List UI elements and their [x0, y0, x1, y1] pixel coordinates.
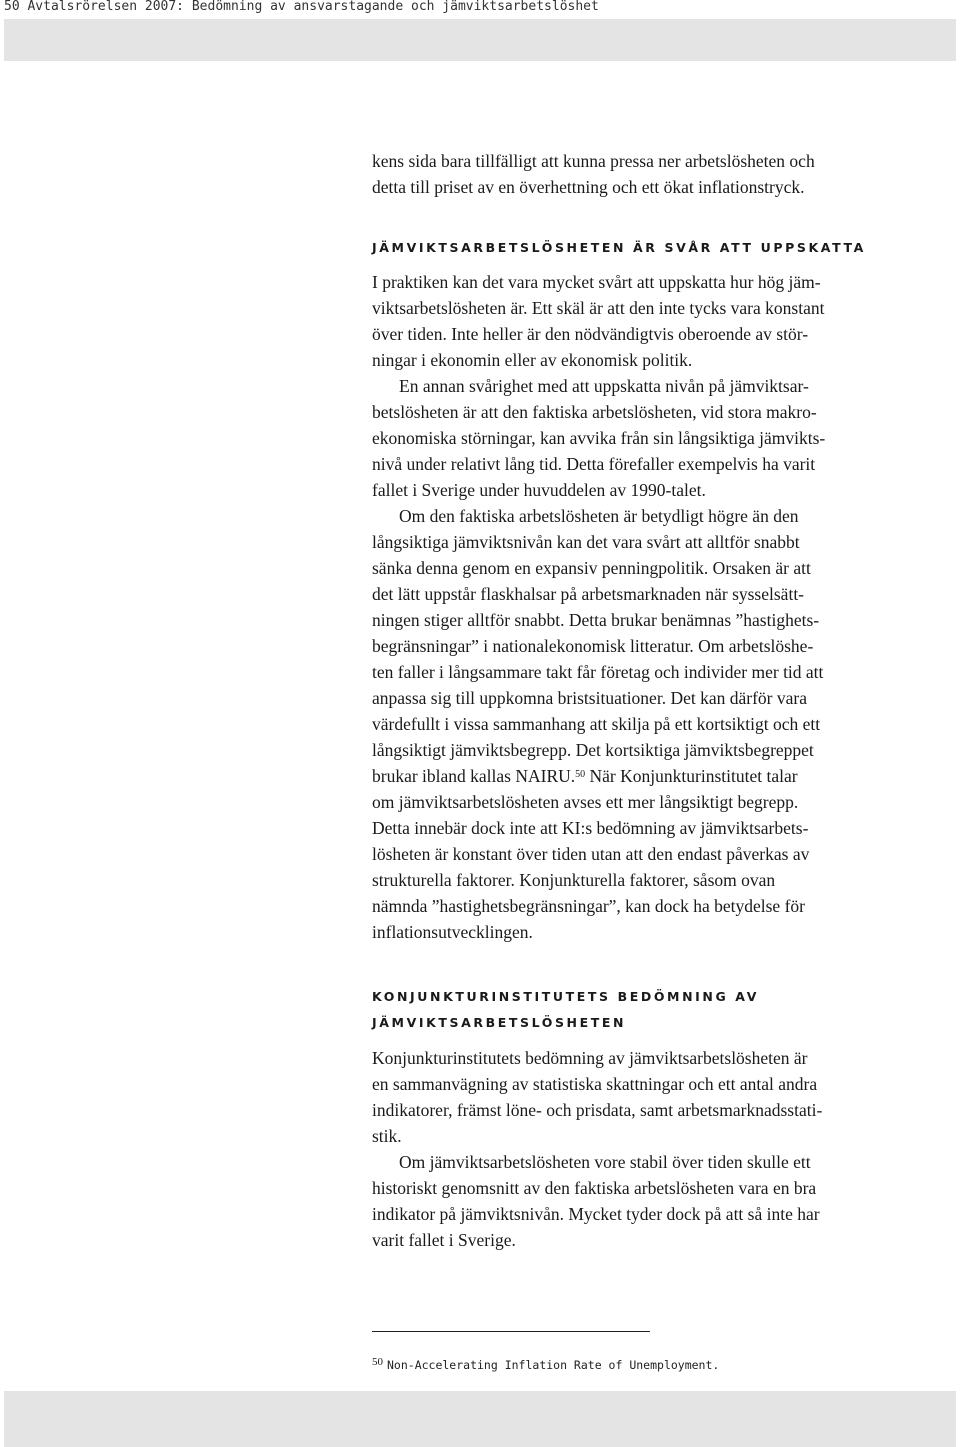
- text-line: varit fallet i Sverige.: [372, 1230, 516, 1250]
- intro-paragraph: [372, 148, 904, 200]
- text-line: I praktiken kan det vara mycket svårt att uppskatta hur hög jäm-: [372, 272, 821, 292]
- text-line: strukturella faktorer. Konjunkturella faktorer, såsom ovan: [372, 870, 776, 890]
- footnote-reference[interactable]: 50: [575, 769, 586, 780]
- text-line: ten faller i långsammare takt får företag och individer mer tid att: [372, 662, 824, 682]
- text-line: betslösheten är att den faktiska arbetslösheten, vid stora makro-: [372, 402, 817, 422]
- text-line: indikatorer, främst löne- och prisdata, samt arbetsmarknadsstati-: [372, 1100, 823, 1120]
- text-line: om jämviktsarbetslösheten avses ett mer långsiktigt begrepp.: [372, 792, 799, 812]
- text-line: värdefullt i vissa sammanhang att skilja på ett kortsiktigt och ett: [372, 714, 821, 734]
- footnote: [372, 1353, 719, 1374]
- footer-band: [4, 1391, 956, 1447]
- text-line: stik.: [372, 1126, 402, 1146]
- text-line: över tiden. Inte heller är den nödvändigtvis oberoende av stör-: [372, 324, 809, 344]
- heading-line: KONJUNKTURINSTITUTETS BEDÖMNING AV: [372, 989, 759, 1004]
- paragraph-1: [372, 269, 904, 373]
- nairu-text: brukar ibland kallas NAIRU.: [372, 766, 576, 786]
- paragraph-5: [372, 1149, 904, 1253]
- heading-line: JÄMVIKTSARBETSLÖSHETEN: [372, 1015, 627, 1030]
- paragraph-2: [372, 373, 904, 503]
- text-line: viktsarbetslösheten är. Ett skäl är att den inte tycks vara konstant: [372, 298, 825, 318]
- text-line: långsiktiga jämviktsnivån kan det vara svårt att alltför snabbt: [372, 532, 800, 552]
- text-line: nivå under relativt lång tid. Detta förefaller exempelvis ha varit: [372, 454, 816, 474]
- text-line: långsiktigt jämviktsbegrepp. Det kortsiktiga jämviktsbegreppet: [372, 740, 814, 760]
- text-line: sänka denna genom en expansiv penningpolitik. Orsaken är att: [372, 558, 811, 578]
- footnote-text: Non-Accelerating Inflation Rate of Unemployment.: [387, 1358, 720, 1372]
- text-line-nairu: [372, 763, 904, 789]
- text-line: kens sida bara tillfälligt att kunna pressa ner arbetslösheten och: [372, 151, 815, 171]
- text-line: inflationsutvecklingen.: [372, 922, 533, 942]
- text-line: ningen stiger alltför snabbt. Detta brukar benämnas ”hastighets-: [372, 610, 820, 630]
- section-heading-1: [372, 235, 904, 261]
- section-heading-2: [372, 984, 904, 1036]
- text-line: begränsningar” i nationalekonomisk litteratur. Om arbetslöshe-: [372, 636, 814, 656]
- text-line: ekonomiska störningar, kan avvika från sin långsiktiga jämvikts-: [372, 428, 826, 448]
- text-line: Detta innebär dock inte att KI:s bedömning av jämviktsarbets-: [372, 818, 809, 838]
- header-band: [4, 19, 956, 61]
- text-line: Om den faktiska arbetslösheten är betydligt högre än den: [399, 506, 799, 526]
- text-line: en sammanvägning av statistiska skattningar och ett antal andra: [372, 1074, 818, 1094]
- text-line: Konjunkturinstitutets bedömning av jämviktsarbetslösheten är: [372, 1048, 808, 1068]
- section-1-body: [372, 269, 904, 945]
- nairu-text-after: När Konjunkturinstitutet talar: [585, 766, 798, 786]
- paragraph-4: [372, 1045, 904, 1149]
- heading-line: JÄMVIKTSARBETSLÖSHETEN ÄR SVÅR ATT UPPSKATTA: [372, 240, 866, 255]
- text-line: ningar i ekonomin eller av ekonomisk politik.: [372, 350, 693, 370]
- section-2-body: [372, 1045, 904, 1253]
- text-line: detta till priset av en överhettning och ett ökat inflationstryck.: [372, 177, 805, 197]
- running-header: 50 Avtalsrörelsen 2007: Bedömning av ansvarstagande och jämviktsarbetslöshet: [4, 0, 599, 14]
- footnote-number: 50: [372, 1356, 383, 1368]
- text-line: lösheten är konstant över tiden utan att den endast påverkas av: [372, 844, 810, 864]
- footnote-divider: [372, 1331, 650, 1332]
- text-line: fallet i Sverige under huvuddelen av 1990-talet.: [372, 480, 706, 500]
- text-line: historiskt genomsnitt av den faktiska arbetslösheten vara en bra: [372, 1178, 817, 1198]
- text-line: det lätt uppstår flaskhalsar på arbetsmarknaden när sysselsätt-: [372, 584, 805, 604]
- text-line: En annan svårighet med att uppskatta nivån på jämviktsar-: [399, 376, 809, 396]
- text-line: Om jämviktsarbetslösheten vore stabil över tiden skulle ett: [399, 1152, 811, 1172]
- text-line: nämnda ”hastighetsbegränsningar”, kan dock ha betydelse för: [372, 896, 805, 916]
- text-line: anpassa sig till uppkomna bristsituationer. Det kan därför vara: [372, 688, 807, 708]
- text-line: indikator på jämviktsnivån. Mycket tyder dock på att så inte har: [372, 1204, 820, 1224]
- paragraph-3: [372, 503, 904, 945]
